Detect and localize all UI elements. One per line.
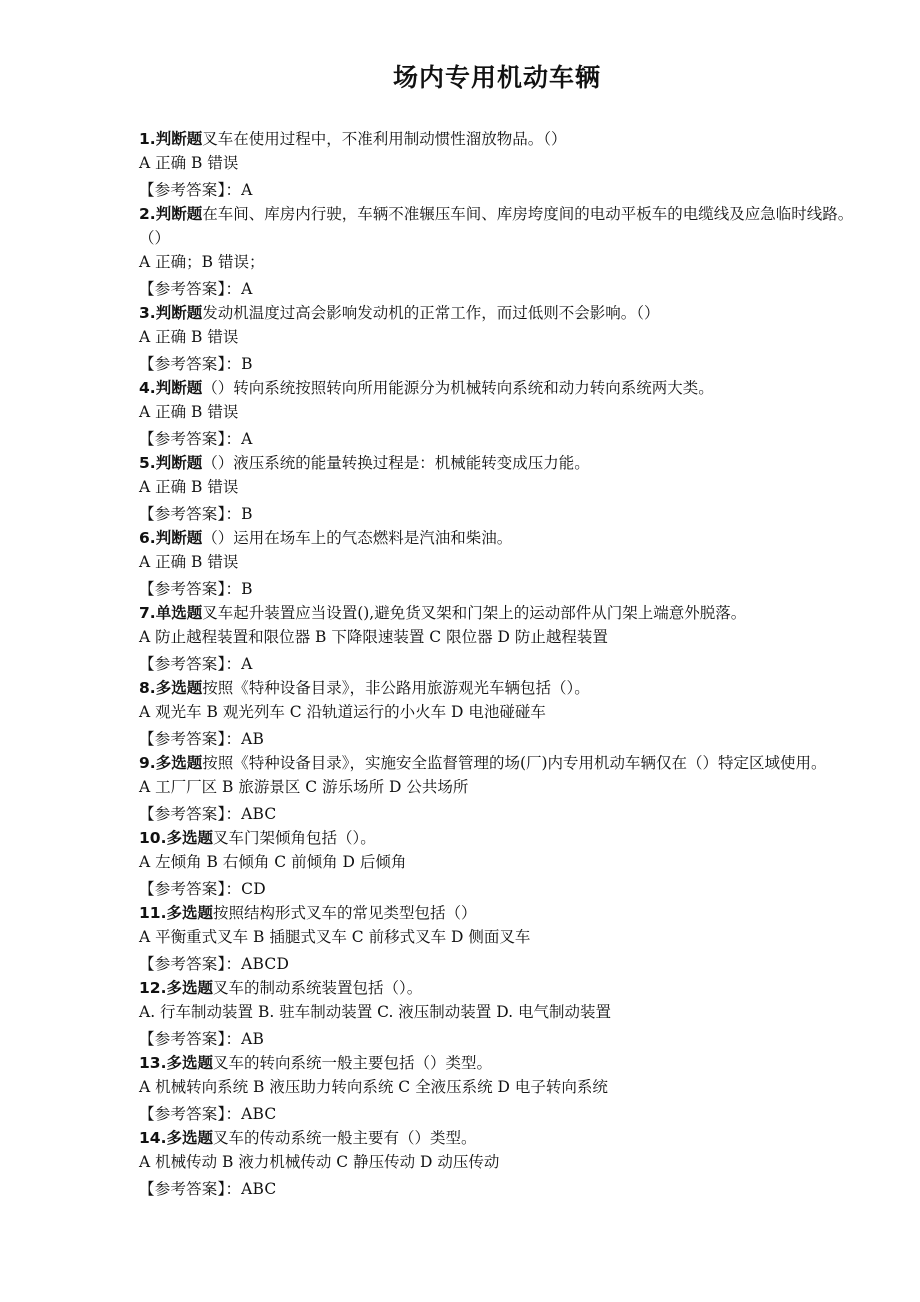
question-item (139, 451, 879, 526)
question-text: 叉车起升装置应当设置(),避免货叉架和门架上的运动部件从门架上端意外脱落。 (202, 604, 747, 622)
question-type: 判断题 (155, 529, 203, 547)
question-type: 多选题 (166, 829, 213, 847)
question-type: 多选题 (166, 904, 213, 922)
question-stem (139, 676, 861, 700)
question-options: A 机械传动 B 液力机械传动 C 静压传动 D 动压传动 (139, 1153, 500, 1171)
reference-answer: 【参考答案】：ABC (139, 805, 277, 823)
question-options: A 机械转向系统 B 液压助力转向系统 C 全液压系统 D 电子转向系统 (139, 1078, 608, 1096)
question-stem (139, 1051, 861, 1075)
question-options: A 防止越程装置和限位器 B 下降限速装置 C 限位器 D 防止越程装置 (139, 628, 608, 646)
question-item (139, 1126, 879, 1201)
question-number: 10. (139, 829, 167, 847)
question-stem (139, 301, 861, 325)
question-text: 发动机温度过高会影响发动机的正常工作，而过低则不会影响。（） (202, 304, 660, 322)
reference-answer: 【参考答案】：B (139, 580, 253, 598)
question-number: 3. (139, 304, 156, 322)
question-text: 叉车的传动系统一般主要有（）类型。 (212, 1129, 477, 1147)
question-number: 4. (139, 379, 156, 397)
question-options: A 正确 B 错误 (139, 154, 239, 172)
question-type: 判断题 (155, 205, 203, 223)
question-type: 多选题 (155, 754, 203, 772)
question-item (139, 976, 879, 1051)
question-stem (139, 526, 861, 550)
question-options: A 工厂厂区 B 旅游景区 C 游乐场所 D 公共场所 (139, 778, 469, 796)
question-text: 在车间、库房内行驶，车辆不准辗压车间、库房垮度间的电动平板车的电缆线及应急临时线路。（） (139, 205, 854, 247)
question-item (139, 127, 879, 202)
reference-answer: 【参考答案】：A (139, 430, 253, 448)
question-item (139, 676, 879, 751)
question-options: A. 行车制动装置 B. 驻车制动装置 C. 液压制动装置 D. 电气制动装置 (139, 1003, 611, 1021)
question-options: A 平衡重式叉车 B 插腿式叉车 C 前移式叉车 D 侧面叉车 (139, 928, 531, 946)
question-text: （）转向系统按照转向所用能源分为机械转向系统和动力转向系统两大类。 (202, 379, 714, 397)
question-number: 1. (139, 130, 156, 148)
question-number: 5. (139, 454, 156, 472)
question-text: 叉车的转向系统一般主要包括（）类型。 (212, 1054, 492, 1072)
question-list (139, 127, 879, 1201)
reference-answer: 【参考答案】：ABC (139, 1105, 277, 1123)
question-number: 2. (139, 205, 156, 223)
question-stem (139, 202, 861, 250)
question-number: 14. (139, 1129, 167, 1147)
reference-answer: 【参考答案】：A (139, 280, 253, 298)
reference-answer: 【参考答案】：A (139, 655, 253, 673)
question-number: 12. (139, 979, 167, 997)
question-stem (139, 451, 861, 475)
question-stem (139, 1126, 861, 1150)
question-stem (139, 751, 861, 775)
question-stem (139, 127, 861, 151)
question-stem (139, 901, 861, 925)
question-text: 按照《特种设备目录》，实施安全监督管理的场(厂)内专用机动车辆仅在（）特定区域使用。 (202, 754, 827, 772)
reference-answer: 【参考答案】：AB (139, 730, 265, 748)
question-type: 判断题 (155, 454, 203, 472)
question-options: A 正确 B 错误 (139, 403, 239, 421)
question-item (139, 376, 879, 451)
question-type: 单选题 (155, 604, 203, 622)
question-item (139, 901, 879, 976)
question-number: 13. (139, 1054, 167, 1072)
question-options: A 正确 B 错误 (139, 478, 239, 496)
reference-answer: 【参考答案】：ABC (139, 1180, 277, 1198)
question-text: 叉车在使用过程中，不准利用制动惯性溜放物品。（） (202, 130, 567, 148)
question-text: （）液压系统的能量转换过程是：机械能转变成压力能。 (202, 454, 590, 472)
question-item (139, 601, 879, 676)
reference-answer: 【参考答案】：CD (139, 880, 266, 898)
reference-answer: 【参考答案】：B (139, 355, 253, 373)
question-number: 6. (139, 529, 156, 547)
question-type: 多选题 (166, 1129, 213, 1147)
question-type: 多选题 (155, 679, 203, 697)
question-number: 11. (139, 904, 167, 922)
question-item (139, 751, 879, 826)
question-text: 叉车的制动系统装置包括（）。 (212, 979, 423, 997)
question-number: 8. (139, 679, 156, 697)
question-options: A 左倾角 B 右倾角 C 前倾角 D 后倾角 (139, 853, 407, 871)
question-stem (139, 601, 879, 625)
question-stem (139, 376, 861, 400)
question-type: 判断题 (155, 304, 203, 322)
reference-answer: 【参考答案】：AB (139, 1030, 265, 1048)
question-item (139, 826, 879, 901)
question-options: A 正确 B 错误 (139, 553, 239, 571)
question-options: A 观光车 B 观光列车 C 沿轨道运行的小火车 D 电池碰碰车 (139, 703, 546, 721)
question-text: 叉车门架倾角包括（）。 (212, 829, 376, 847)
question-item (139, 202, 879, 301)
question-type: 多选题 (166, 1054, 213, 1072)
question-text: 按照《特种设备目录》，非公路用旅游观光车辆包括（）。 (202, 679, 590, 697)
question-type: 多选题 (166, 979, 213, 997)
reference-answer: 【参考答案】：B (139, 505, 253, 523)
reference-answer: 【参考答案】：A (139, 181, 253, 199)
question-text: （）运用在场车上的气态燃料是汽油和柴油。 (202, 529, 513, 547)
question-item (139, 1051, 879, 1126)
question-type: 判断题 (155, 130, 203, 148)
question-options: A 正确 B 错误 (139, 328, 239, 346)
question-item (139, 526, 879, 601)
question-number: 9. (139, 754, 156, 772)
question-number: 7. (139, 604, 156, 622)
question-item (139, 301, 879, 376)
question-stem (139, 976, 861, 1000)
question-stem (139, 826, 861, 850)
question-options: A 正确；B 错误； (139, 253, 265, 271)
question-text: 按照结构形式叉车的常见类型包括（） (212, 904, 477, 922)
document-title: 场内专用机动车辆 (392, 63, 601, 92)
question-type: 判断题 (155, 379, 203, 397)
reference-answer: 【参考答案】：ABCD (139, 955, 290, 973)
